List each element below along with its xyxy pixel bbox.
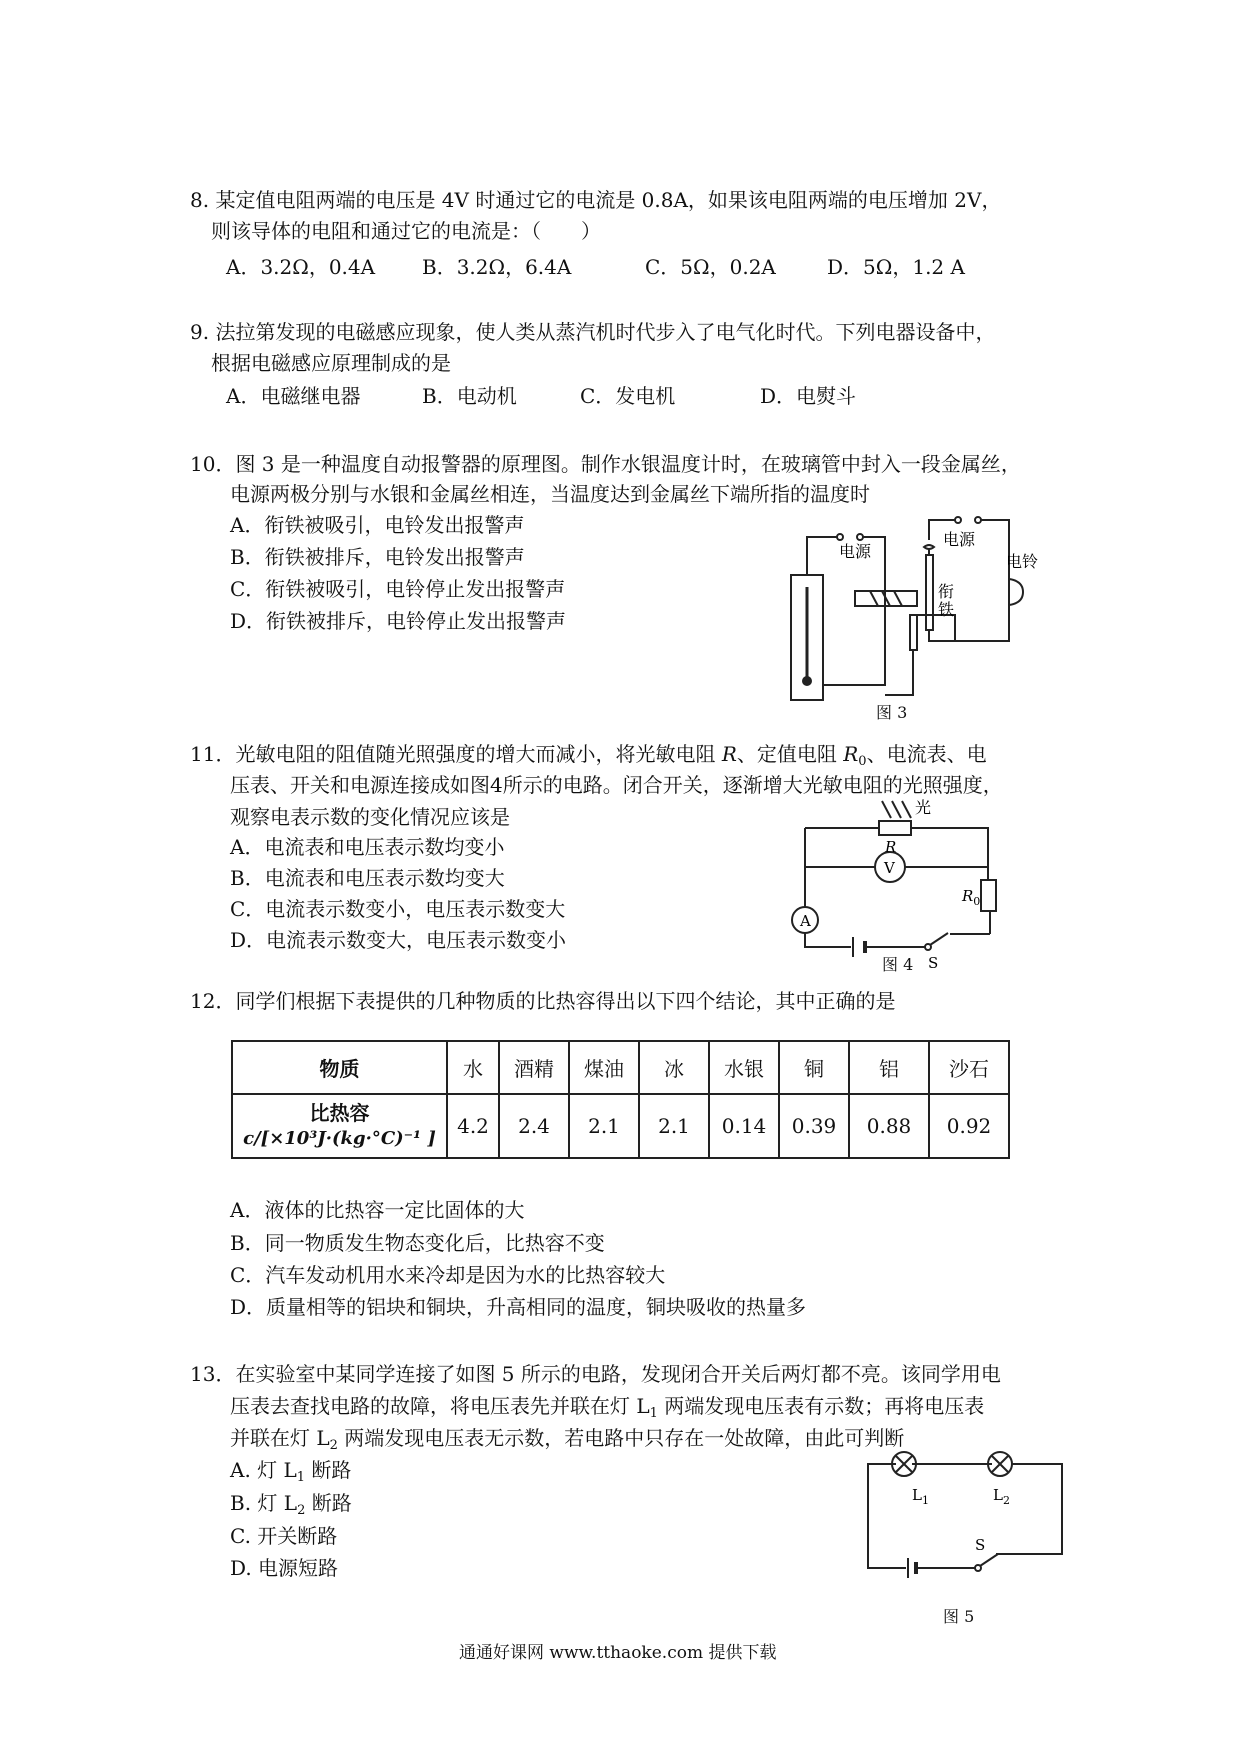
q11-option-c: C．电流表示数变小，电压表示数变大 [230, 897, 566, 921]
q10-option-b: B．衔铁被排斥，电铃发出报警声 [230, 545, 525, 569]
q12-option-a: A．液体的比热容一定比固体的大 [230, 1198, 525, 1222]
table-substance: 水 [447, 1041, 499, 1094]
label-v: V [884, 859, 895, 877]
q11-option-d: D．电流表示数变大，电压表示数变小 [230, 928, 567, 952]
label-r0: $R_0$ [962, 887, 981, 908]
q13-stem-line3: 并联在灯 $L_2$ 两端发现电压表无示数，若电路中只存在一处故障，由此可判断 [230, 1426, 905, 1453]
q10-option-a: A．衔铁被吸引，电铃发出报警声 [230, 513, 525, 537]
q12-option-b: B．同一物质发生物态变化后，比热容不变 [230, 1231, 605, 1255]
label-l1: $L_1$ [912, 1486, 929, 1507]
label-source-2: 电源 [943, 530, 976, 549]
q12-option-d: D．质量相等的铝块和铜块，升高相同的温度，铜块吸收的热量多 [230, 1295, 807, 1319]
q11-stem-line3: 观察电表示数的变化情况应该是 [230, 805, 510, 829]
q13-stem-line1: 13．在实验室中某同学连接了如图 5 所示的电路，发现闭合开关后两灯都不亮。该同学用电 [190, 1362, 1001, 1386]
q13-option-b: B. 灯 $L_2$ 断路 [230, 1491, 352, 1518]
table-substance: 铝 [849, 1041, 929, 1094]
q10-stem-line2: 电源两极分别与水银和金属丝相连，当温度达到金属丝下端所指的温度时 [230, 482, 870, 506]
r0-resistor [981, 880, 996, 911]
q13-option-c: C. 开关断路 [230, 1524, 338, 1548]
table-value: 2.1 [639, 1094, 709, 1158]
q12-option-c: C．汽车发动机用水来冷却是因为水的比热容较大 [230, 1263, 666, 1287]
label-s: S [928, 954, 939, 971]
table-header-row [232, 1041, 1009, 1094]
q11-stem-line1: 11．光敏电阻的阻值随光照强度的增大而减小，将光敏电阻 R、定值电阻 $R_0$、电流表、电 [190, 742, 987, 769]
figure-4-drawing [785, 796, 1010, 971]
label-bell: 电铃 [1006, 552, 1039, 571]
q10-option-d: D．衔铁被排斥，电铃停止发出报警声 [230, 609, 567, 633]
q8-option-d: D．5Ω，1.2 A [827, 255, 965, 279]
table-substance: 酒精 [499, 1041, 569, 1094]
q9-stem-line2: 根据电磁感应原理制成的是 [211, 351, 451, 375]
specific-heat-table [231, 1040, 1010, 1159]
q9-option-d: D．电熨斗 [760, 384, 857, 408]
q13-option-d: D. 电源短路 [230, 1556, 339, 1580]
table-value: 0.14 [709, 1094, 779, 1158]
table-value: 4.2 [447, 1094, 499, 1158]
figure-5-caption: 图 5 [943, 1607, 975, 1626]
table-value: 0.92 [929, 1094, 1009, 1158]
q9-option-b: B．电动机 [422, 384, 517, 408]
q11-option-b: B．电流表和电压表示数均变大 [230, 866, 505, 890]
q9-stem-line1: 9. 法拉第发现的电磁感应现象，使人类从蒸汽机时代步入了电气化时代。下列电器设备中， [190, 320, 996, 344]
q8-stem-line2: 则该导体的电阻和通过它的电流是：（ ） [211, 219, 601, 243]
table-value: 2.1 [569, 1094, 639, 1158]
table-substance: 沙石 [929, 1041, 1009, 1094]
photoresistor [879, 821, 911, 835]
q13-stem-line2: 压表去查找电路的故障，将电压表先并联在灯 $L_1$ 两端发现电压表有示数；再将电压表 [230, 1394, 985, 1421]
q8-stem-line1: 8. 某定值电阻两端的电压是 4V 时通过它的电流是 0.8A，如果该电阻两端的电压增加 2V， [190, 188, 1002, 212]
table-substance: 冰 [639, 1041, 709, 1094]
table-value-row [232, 1094, 1009, 1158]
q12-stem: 12．同学们根据下表提供的几种物质的比热容得出以下四个结论，其中正确的是 [190, 989, 896, 1013]
q8-option-c: C．5Ω，0.2A [645, 255, 776, 279]
q11-option-a: A．电流表和电压表示数均变小 [230, 835, 505, 859]
figure-3-drawing [780, 515, 1070, 715]
q9-option-a: A．电磁继电器 [226, 384, 361, 408]
label-source-1: 电源 [839, 542, 872, 561]
q10-option-c: C．衔铁被吸引，电铃停止发出报警声 [230, 577, 566, 601]
table-substance: 煤油 [569, 1041, 639, 1094]
table-substance: 铜 [779, 1041, 849, 1094]
label-r: R [885, 838, 897, 856]
page-footer: 通通好课网 www.tthaoke.com 提供下载 [459, 1643, 777, 1663]
label-armature-2: 铁 [938, 600, 955, 619]
table-header-label: 物质 [232, 1041, 447, 1094]
label-s: S [975, 1536, 986, 1554]
figure-3-caption: 图 3 [876, 703, 908, 722]
q8-option-a: A．3.2Ω，0.4A [226, 255, 376, 279]
table-value: 0.39 [779, 1094, 849, 1158]
label-l2: $L_2$ [993, 1486, 1010, 1507]
table-row-label: 比热容 c/[×10³J·(kg·°C)⁻¹ ] [232, 1094, 447, 1158]
table-value: 0.88 [849, 1094, 929, 1158]
q9-option-c: C．发电机 [580, 384, 676, 408]
table-substance: 水银 [709, 1041, 779, 1094]
q10-stem-line1: 10．图 3 是一种温度自动报警器的原理图。制作水银温度计时，在玻璃管中封入一段金属丝， [190, 452, 1021, 476]
figure-4-caption: 图 4 [882, 955, 914, 974]
label-a: A [800, 912, 811, 930]
label-armature-1: 衔 [938, 582, 955, 601]
q13-option-a: A. 灯 $L_1$ 断路 [230, 1458, 352, 1485]
figure-5-drawing [858, 1448, 1070, 1588]
label-light: 光 [915, 798, 932, 817]
table-value: 2.4 [499, 1094, 569, 1158]
q11-stem-line2: 压表、开关和电源连接成如图4所示的电路。闭合开关，逐渐增大光敏电阻的光照强度， [230, 773, 1003, 797]
q8-option-b: B．3.2Ω，6.4A [422, 255, 572, 279]
